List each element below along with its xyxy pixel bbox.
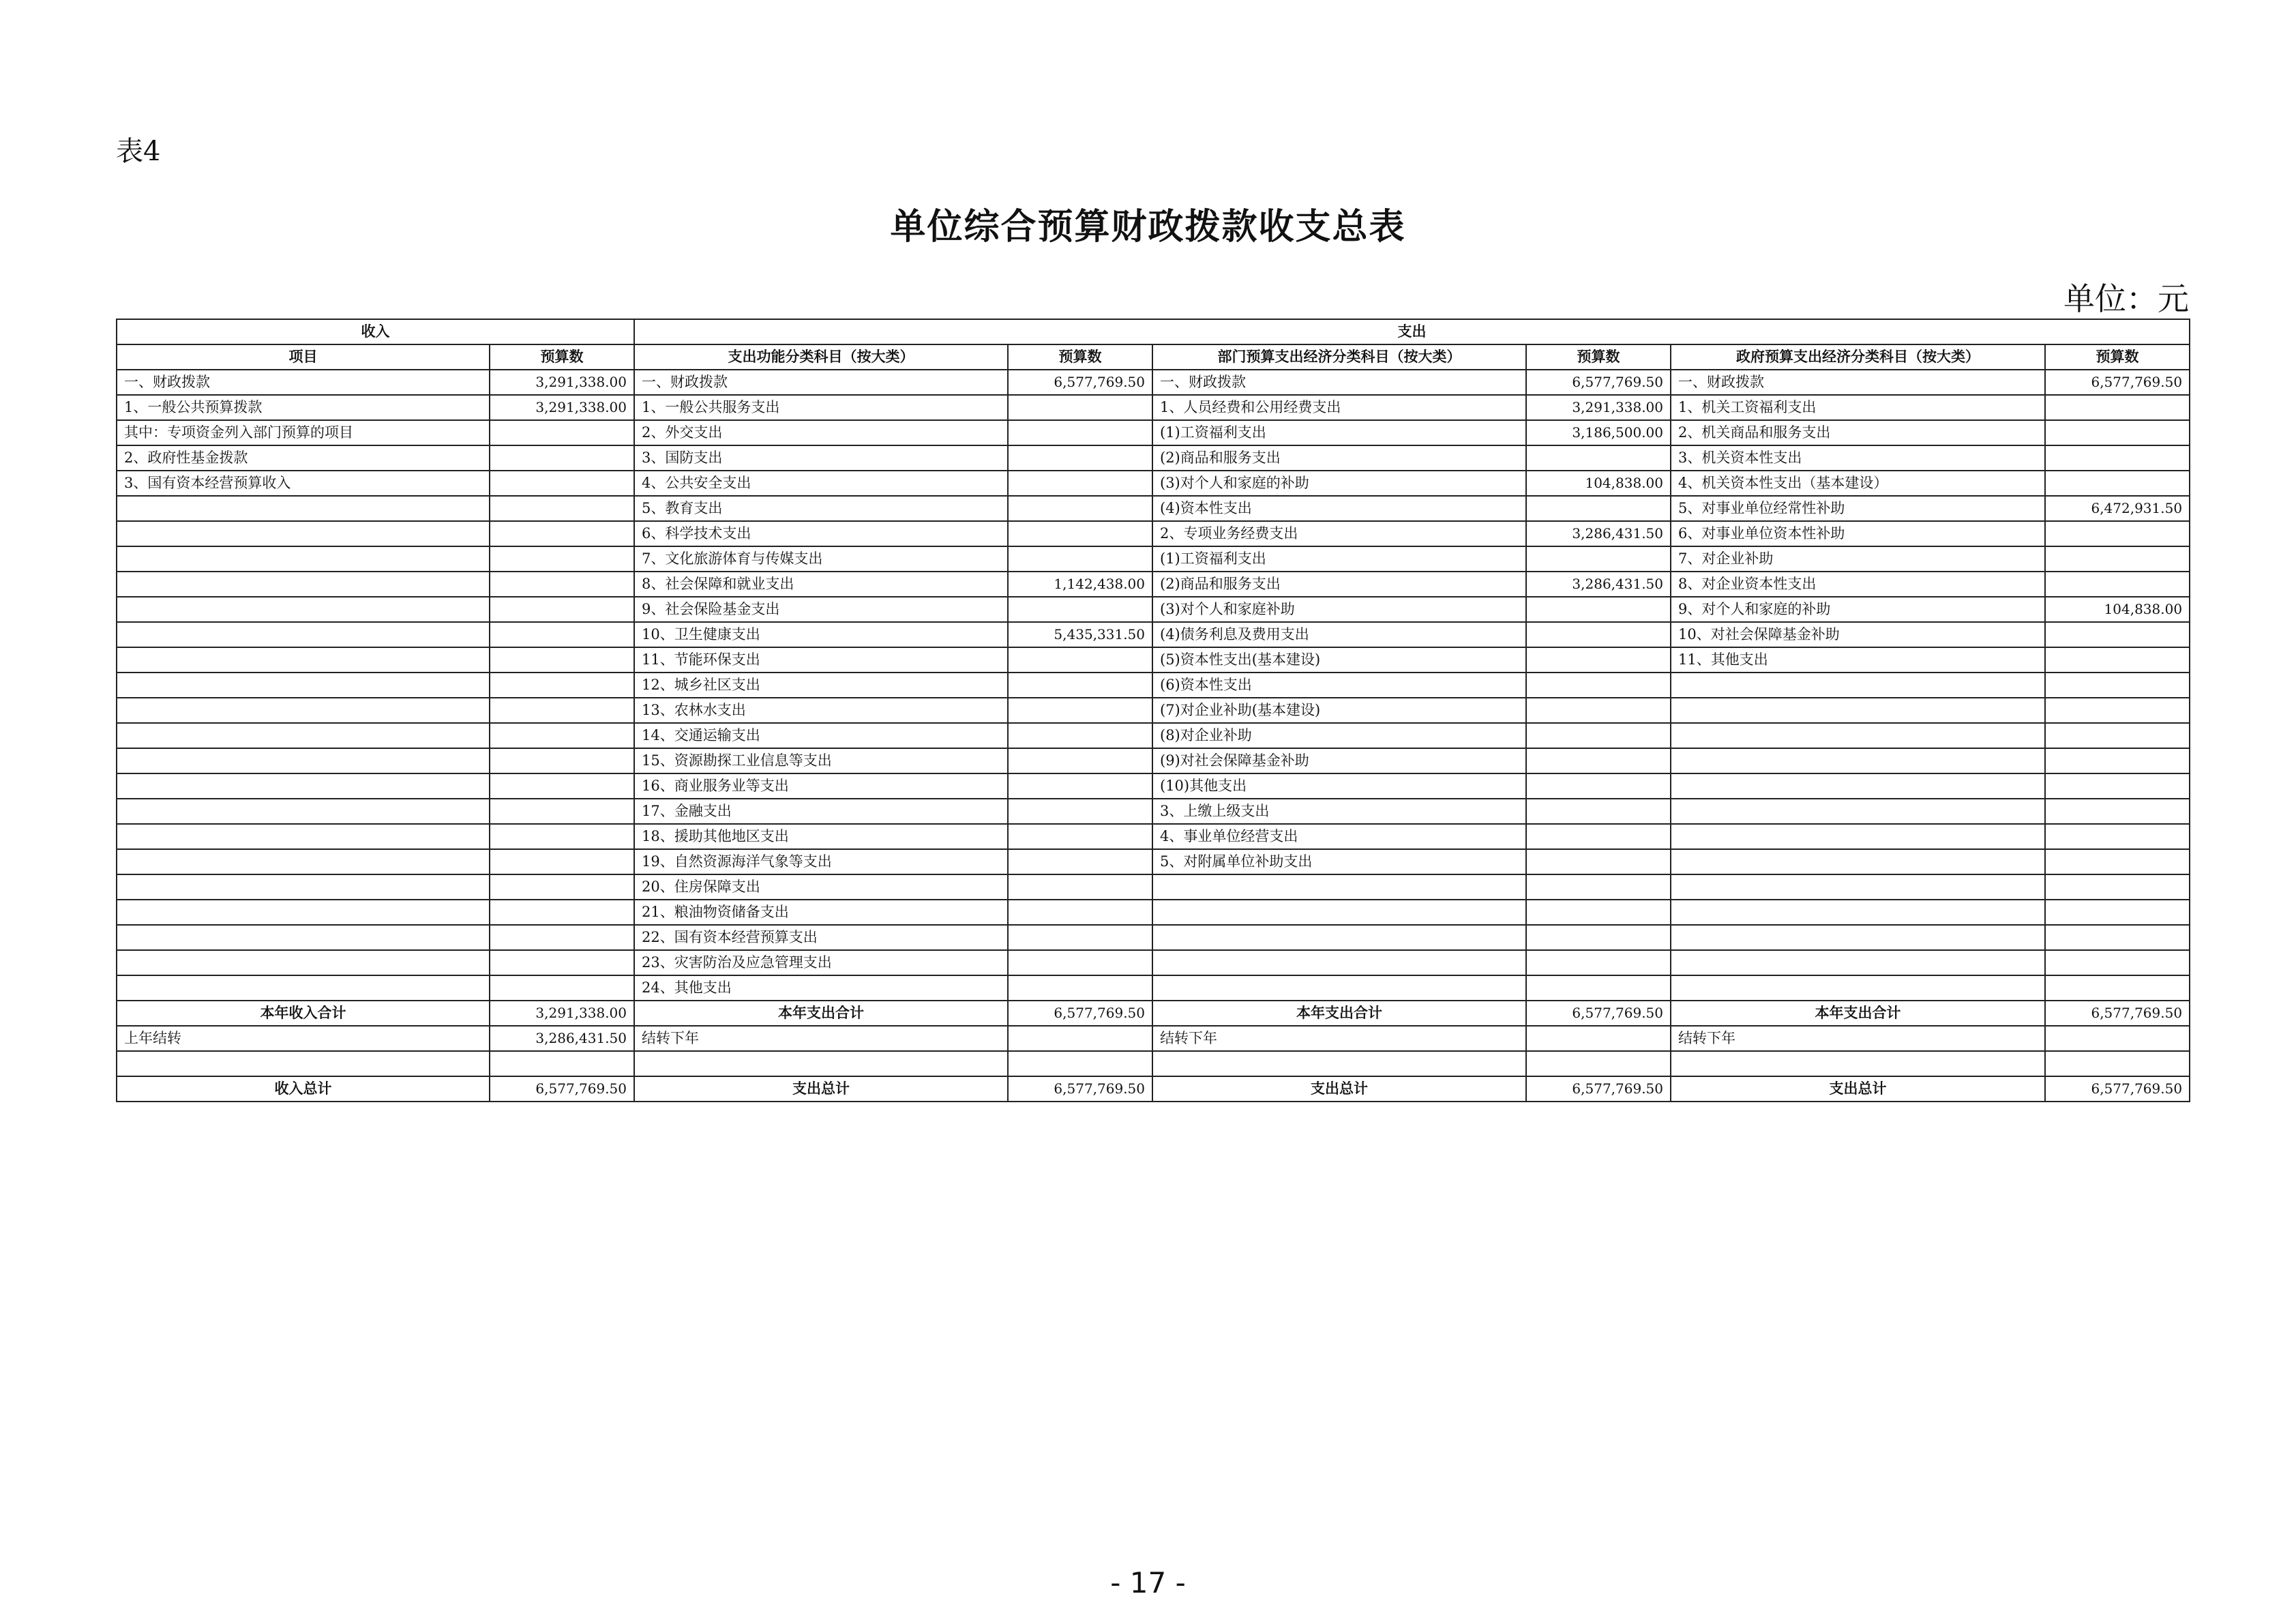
item-cell: (4)债务利息及费用支出 [1152,622,1526,647]
budget-amount-cell [1526,1051,1671,1076]
item-cell: 19、自然资源海洋气象等支出 [634,849,1008,874]
budget-amount-cell: 6,577,769.50 [1008,370,1152,395]
item-cell: (3)对个人和家庭补助 [1152,597,1526,622]
item-cell [117,698,490,723]
item-cell: 8、社会保障和就业支出 [634,572,1008,597]
item-cell: 结转下年 [1152,1026,1526,1051]
budget-amount-cell [1008,471,1152,496]
budget-amount-cell: 1,142,438.00 [1008,572,1152,597]
budget-amount-cell [1526,723,1671,748]
table-row [117,900,2190,925]
item-cell: 支出总计 [634,1076,1008,1102]
budget-amount-cell [1526,647,1671,673]
budget-amount-cell [1526,673,1671,698]
budget-amount-cell [490,824,634,849]
budget-amount-cell: 6,577,769.50 [1008,1076,1152,1102]
item-cell: 8、对企业资本性支出 [1671,572,2045,597]
table-row [117,773,2190,799]
item-cell [1671,849,2045,874]
budget-amount-cell: 3,286,431.50 [1526,521,1671,546]
item-cell [1671,950,2045,975]
budget-amount-cell [1008,950,1152,975]
budget-amount-cell [2045,420,2190,445]
budget-amount-cell [490,471,634,496]
unit-label: 单位：元 [2063,280,2189,317]
budget-amount-cell [2045,1051,2190,1076]
item-cell: 本年收入合计 [117,1001,490,1026]
budget-amount-cell [2045,698,2190,723]
budget-amount-cell [1008,925,1152,950]
budget-amount-cell [2045,975,2190,1001]
item-cell: 5、教育支出 [634,496,1008,521]
budget-amount-cell: 5,435,331.50 [1008,622,1152,647]
table-row [117,521,2190,546]
table-row [117,622,2190,647]
item-cell: 15、资源勘探工业信息等支出 [634,748,1008,773]
table-row [117,673,2190,698]
year-total-row [117,1001,2190,1026]
budget-amount-cell [1526,597,1671,622]
item-cell: (6)资本性支出 [1152,673,1526,698]
budget-amount-cell [2045,395,2190,420]
item-cell [117,900,490,925]
budget-amount-cell [1526,496,1671,521]
budget-amount-cell [1526,824,1671,849]
budget-amount-cell [1008,647,1152,673]
item-cell [1152,1051,1526,1076]
budget-amount-cell [1008,1051,1152,1076]
item-cell: 2、外交支出 [634,420,1008,445]
item-cell [1671,799,2045,824]
item-cell: 收入总计 [117,1076,490,1102]
budget-amount-cell [1008,420,1152,445]
item-cell [1671,673,2045,698]
item-cell: 21、粮油物资储备支出 [634,900,1008,925]
budget-amount-cell [1008,1026,1152,1051]
item-cell: (1)工资福利支出 [1152,420,1526,445]
item-cell: 9、社会保险基金支出 [634,597,1008,622]
budget-amount-cell [1526,849,1671,874]
item-cell [117,1051,490,1076]
item-cell [117,673,490,698]
budget-amount-cell: 3,186,500.00 [1526,420,1671,445]
item-cell: 本年支出合计 [1152,1001,1526,1026]
budget-amount-cell [2045,521,2190,546]
item-cell: 4、事业单位经营支出 [1152,824,1526,849]
budget-amount-cell [1008,698,1152,723]
budget-amount-cell: 6,577,769.50 [2045,1076,2190,1102]
item-cell [1671,773,2045,799]
budget-amount-cell [490,799,634,824]
budget-amount-cell [2045,647,2190,673]
table-row [117,597,2190,622]
budget-amount-cell [2045,1026,2190,1051]
item-cell: 9、对个人和家庭的补助 [1671,597,2045,622]
item-cell [117,597,490,622]
item-cell [1671,874,2045,900]
item-cell: 17、金融支出 [634,799,1008,824]
budget-amount-cell [1526,445,1671,471]
item-cell: 一、财政拨款 [634,370,1008,395]
budget-amount-cell [490,622,634,647]
item-cell: 支出总计 [1671,1076,2045,1102]
item-cell: (10)其他支出 [1152,773,1526,799]
item-cell: 5、对附属单位补助支出 [1152,849,1526,874]
item-cell [117,950,490,975]
item-cell: (1)工资福利支出 [1152,546,1526,572]
column-header-row [117,344,2190,370]
budget-amount-cell [490,925,634,950]
item-cell: 4、机关资本性支出（基本建设） [1671,471,2045,496]
item-cell [1671,748,2045,773]
budget-amount-cell [2045,849,2190,874]
budget-amount-cell: 104,838.00 [1526,471,1671,496]
budget-amount-cell: 6,577,769.50 [1526,370,1671,395]
item-cell [1671,1051,2045,1076]
budget-amount-cell [1008,723,1152,748]
table-row [117,395,2190,420]
budget-amount-cell [490,445,634,471]
item-cell: (4)资本性支出 [1152,496,1526,521]
table-row [117,824,2190,849]
budget-amount-cell [2045,723,2190,748]
item-cell [1152,874,1526,900]
item-cell: (2)商品和服务支出 [1152,445,1526,471]
item-cell: 3、机关资本性支出 [1671,445,2045,471]
budget-amount-cell: 3,286,431.50 [1526,572,1671,597]
budget-amount-cell [2045,900,2190,925]
column-header: 预算数 [2045,344,2190,370]
budget-amount-cell: 6,577,769.50 [2045,370,2190,395]
budget-amount-cell [1526,874,1671,900]
item-cell: 一、财政拨款 [1152,370,1526,395]
item-cell: 1、机关工资福利支出 [1671,395,2045,420]
budget-amount-cell [1008,900,1152,925]
item-cell: 1、一般公共服务支出 [634,395,1008,420]
table-row [117,723,2190,748]
item-cell [1152,900,1526,925]
budget-amount-cell [490,773,634,799]
budget-amount-cell [2045,773,2190,799]
budget-amount-cell [490,950,634,975]
budget-amount-cell [1008,521,1152,546]
item-cell [117,723,490,748]
budget-amount-cell [2045,445,2190,471]
budget-amount-cell: 6,472,931.50 [2045,496,2190,521]
budget-amount-cell: 6,577,769.50 [1526,1001,1671,1026]
item-cell [1671,698,2045,723]
item-cell: 6、对事业单位资本性补助 [1671,521,2045,546]
item-cell [117,874,490,900]
budget-amount-cell [1526,950,1671,975]
budget-amount-cell [490,975,634,1001]
item-cell [117,748,490,773]
table-row [117,849,2190,874]
item-cell [117,824,490,849]
budget-amount-cell [2045,950,2190,975]
budget-amount-cell [1526,900,1671,925]
column-header: 政府预算支出经济分类科目（按大类） [1671,344,2045,370]
item-cell: 3、上缴上级支出 [1152,799,1526,824]
item-cell: 12、城乡社区支出 [634,673,1008,698]
table-number: 表4 [116,136,161,167]
table-row [117,698,2190,723]
budget-amount-cell [1008,849,1152,874]
item-cell [117,521,490,546]
item-cell: 本年支出合计 [1671,1001,2045,1026]
budget-amount-cell [2045,748,2190,773]
table-row [117,572,2190,597]
table-row [117,420,2190,445]
column-header: 部门预算支出经济分类科目（按大类） [1152,344,1526,370]
item-cell: (5)资本性支出(基本建设) [1152,647,1526,673]
table-row [117,874,2190,900]
item-cell: 24、其他支出 [634,975,1008,1001]
budget-amount-cell [2045,925,2190,950]
item-cell: (2)商品和服务支出 [1152,572,1526,597]
budget-amount-cell [1526,799,1671,824]
item-cell [117,496,490,521]
item-cell [1152,975,1526,1001]
item-cell: 结转下年 [1671,1026,2045,1051]
budget-amount-cell [2045,824,2190,849]
budget-table [116,319,2190,1102]
item-cell: 4、公共安全支出 [634,471,1008,496]
item-cell: 10、对社会保障基金补助 [1671,622,2045,647]
budget-amount-cell [490,900,634,925]
table-row [117,748,2190,773]
column-header: 预算数 [1526,344,1671,370]
budget-amount-cell [1526,748,1671,773]
budget-amount-cell [490,597,634,622]
item-cell: 一、财政拨款 [117,370,490,395]
table-row [117,975,2190,1001]
item-cell: 其中：专项资金列入部门预算的项目 [117,420,490,445]
budget-amount-cell [1526,698,1671,723]
item-cell [1671,900,2045,925]
table-row [117,445,2190,471]
budget-amount-cell [1008,395,1152,420]
budget-amount-cell [1008,748,1152,773]
item-cell: 20、住房保障支出 [634,874,1008,900]
income-group-header: 收入 [117,319,634,344]
budget-amount-cell [2045,799,2190,824]
table-row [117,925,2190,950]
budget-amount-cell [1526,925,1671,950]
budget-amount-cell: 3,291,338.00 [490,370,634,395]
item-cell: 结转下年 [634,1026,1008,1051]
item-cell [117,925,490,950]
budget-amount-cell [490,723,634,748]
item-cell: 1、一般公共预算拨款 [117,395,490,420]
item-cell: 2、政府性基金拨款 [117,445,490,471]
budget-amount-cell [2045,546,2190,572]
item-cell [117,647,490,673]
budget-amount-cell: 6,577,769.50 [1008,1001,1152,1026]
budget-amount-cell [1008,546,1152,572]
column-header: 项目 [117,344,490,370]
budget-amount-cell [2045,471,2190,496]
table-row [117,546,2190,572]
item-cell: 2、机关商品和服务支出 [1671,420,2045,445]
item-cell: 6、科学技术支出 [634,521,1008,546]
budget-amount-cell [1008,597,1152,622]
budget-amount-cell [1008,799,1152,824]
table-row [117,950,2190,975]
budget-amount-cell [490,673,634,698]
budget-amount-cell: 3,291,338.00 [490,1001,634,1026]
item-cell: 支出总计 [1152,1076,1526,1102]
table-row [117,799,2190,824]
item-cell [117,546,490,572]
budget-amount-cell [490,647,634,673]
budget-amount-cell [490,748,634,773]
item-cell [117,975,490,1001]
item-cell: 22、国有资本经营预算支出 [634,925,1008,950]
item-cell: (8)对企业补助 [1152,723,1526,748]
budget-amount-cell: 6,577,769.50 [2045,1001,2190,1026]
item-cell [1671,975,2045,1001]
table-row [117,647,2190,673]
item-cell: 11、其他支出 [1671,647,2045,673]
budget-amount-cell: 6,577,769.50 [1526,1076,1671,1102]
item-cell: 18、援助其他地区支出 [634,824,1008,849]
budget-amount-cell [1008,874,1152,900]
budget-amount-cell: 3,291,338.00 [1526,395,1671,420]
item-cell: 一、财政拨款 [1671,370,2045,395]
budget-amount-cell [2045,622,2190,647]
table-row [117,496,2190,521]
page-number: - 17 - [1110,1566,1186,1599]
budget-amount-cell [490,849,634,874]
group-header-row [117,319,2190,344]
item-cell: (7)对企业补助(基本建设) [1152,698,1526,723]
item-cell [1152,950,1526,975]
item-cell: 11、节能环保支出 [634,647,1008,673]
item-cell [117,622,490,647]
budget-amount-cell [490,521,634,546]
item-cell: 13、农林水支出 [634,698,1008,723]
budget-amount-cell: 104,838.00 [2045,597,2190,622]
expense-group-header: 支出 [634,319,2190,344]
budget-amount-cell [1008,975,1152,1001]
budget-amount-cell [1008,445,1152,471]
budget-amount-cell [490,572,634,597]
item-cell: 7、对企业补助 [1671,546,2045,572]
table-row [117,370,2190,395]
budget-amount-cell: 6,577,769.50 [490,1076,634,1102]
page-title: 单位综合预算财政拨款收支总表 [890,207,1406,248]
budget-amount-cell [1526,622,1671,647]
item-cell [1671,925,2045,950]
budget-amount-cell [1008,824,1152,849]
budget-amount-cell [1008,773,1152,799]
item-cell [1671,824,2045,849]
item-cell: 23、灾害防治及应急管理支出 [634,950,1008,975]
budget-amount-cell [1526,975,1671,1001]
budget-amount-cell [2045,572,2190,597]
item-cell: 16、商业服务业等支出 [634,773,1008,799]
item-cell: 3、国防支出 [634,445,1008,471]
item-cell [117,849,490,874]
grand-total-row [117,1076,2190,1102]
budget-amount-cell [490,874,634,900]
item-cell: 2、专项业务经费支出 [1152,521,1526,546]
item-cell [634,1051,1008,1076]
budget-amount-cell [490,1051,634,1076]
budget-amount-cell: 3,286,431.50 [490,1026,634,1051]
budget-amount-cell [2045,874,2190,900]
item-cell: (3)对个人和家庭的补助 [1152,471,1526,496]
item-cell: 10、卫生健康支出 [634,622,1008,647]
budget-amount-cell [490,698,634,723]
blank-row [117,1051,2190,1076]
budget-amount-cell [1008,673,1152,698]
budget-amount-cell [1526,773,1671,799]
budget-amount-cell [1526,1026,1671,1051]
item-cell [117,773,490,799]
item-cell: 5、对事业单位经常性补助 [1671,496,2045,521]
column-header: 支出功能分类科目（按大类） [634,344,1008,370]
item-cell: (9)对社会保障基金补助 [1152,748,1526,773]
item-cell: 1、人员经费和公用经费支出 [1152,395,1526,420]
budget-amount-cell [490,496,634,521]
table-row [117,471,2190,496]
budget-amount-cell: 3,291,338.00 [490,395,634,420]
item-cell [117,799,490,824]
item-cell [117,572,490,597]
item-cell: 本年支出合计 [634,1001,1008,1026]
column-header: 预算数 [1008,344,1152,370]
item-cell [1671,723,2045,748]
budget-amount-cell [2045,673,2190,698]
budget-amount-cell [1008,496,1152,521]
item-cell [1152,925,1526,950]
item-cell: 3、国有资本经营预算收入 [117,471,490,496]
item-cell: 7、文化旅游体育与传媒支出 [634,546,1008,572]
item-cell: 14、交通运输支出 [634,723,1008,748]
budget-amount-cell [490,546,634,572]
column-header: 预算数 [490,344,634,370]
budget-amount-cell [1526,546,1671,572]
budget-amount-cell [490,420,634,445]
carry-over-row [117,1026,2190,1051]
item-cell: 上年结转 [117,1026,490,1051]
